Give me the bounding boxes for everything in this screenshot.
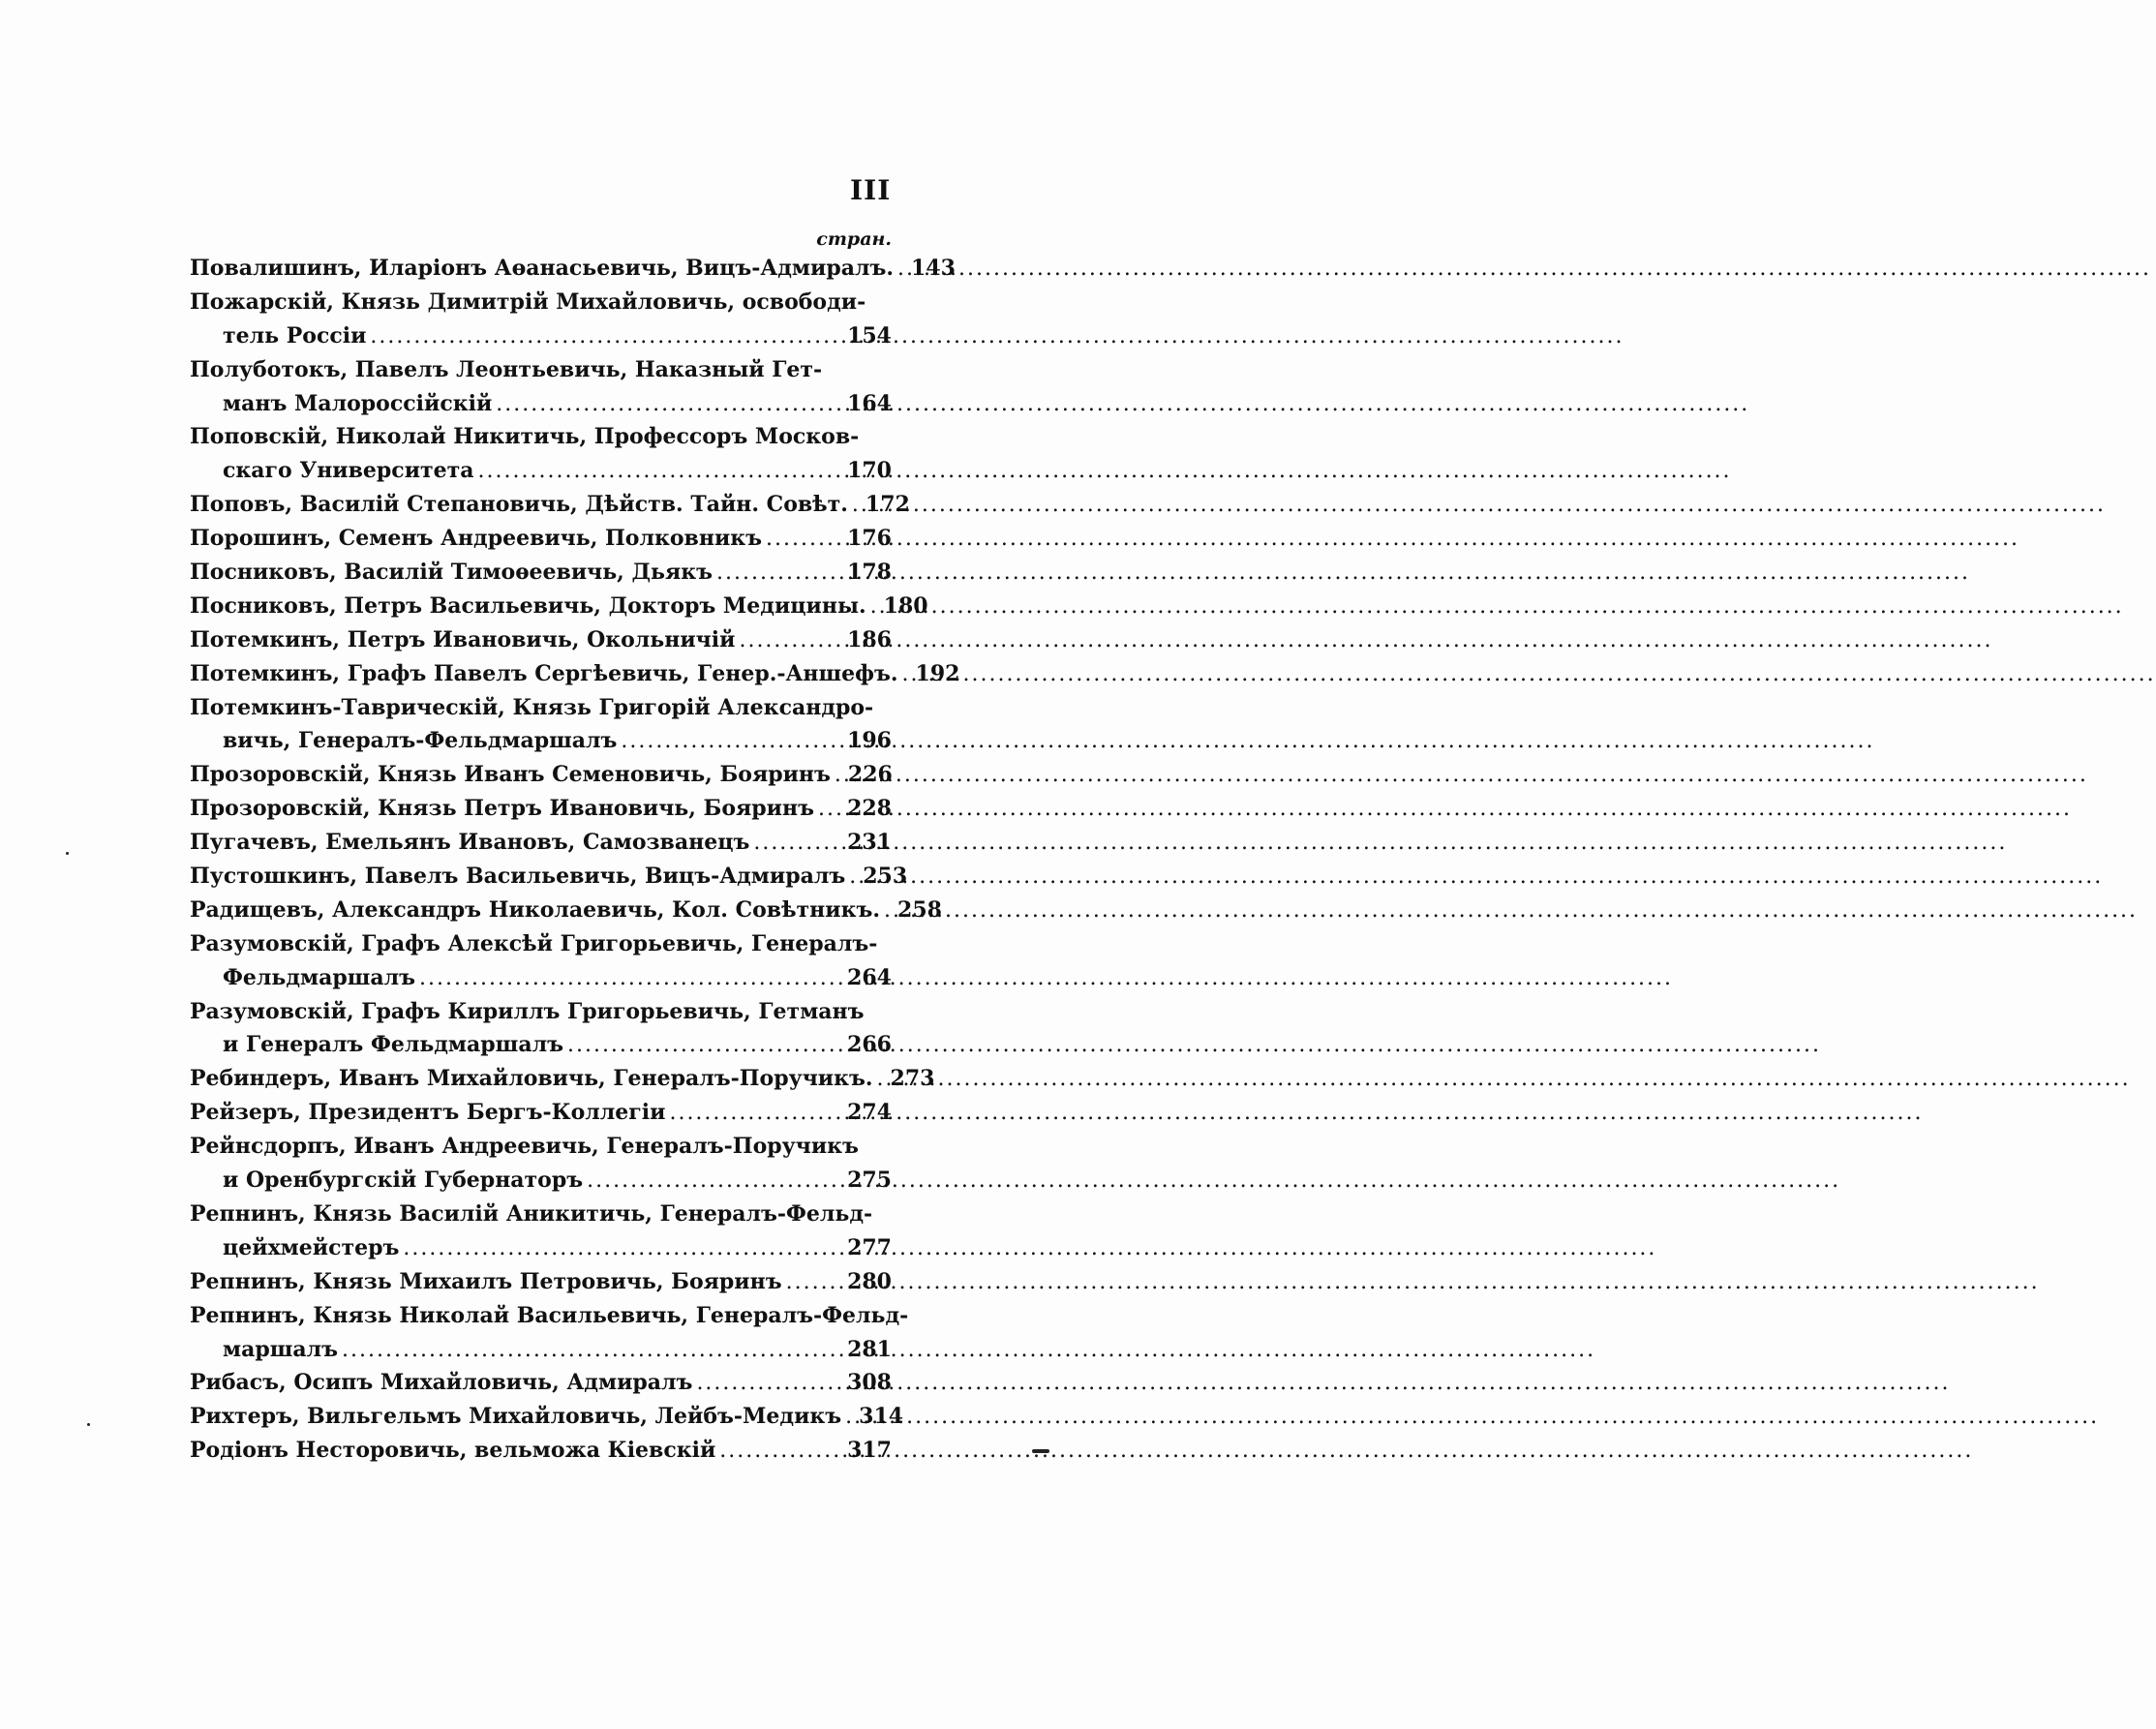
toc-entry-text: Репнинъ, Князь Михаилъ Петровичь, Бояринъ (190, 1268, 782, 1294)
toc-page-number: 164 (847, 390, 892, 416)
toc-page-number: 281 (847, 1336, 892, 1362)
toc-entry-continuation (190, 961, 892, 995)
dot-leader (567, 1029, 843, 1063)
toc-entry (190, 826, 892, 860)
dot-leader (370, 320, 843, 354)
toc-page-number: 176 (847, 526, 892, 552)
page-column-header: стран. (816, 228, 892, 250)
toc-page-number: 266 (847, 1032, 892, 1058)
toc-entry-text: Порошинъ, Семенъ Андреевичь, Полковникъ (190, 526, 763, 552)
print-speck (1032, 1449, 1049, 1453)
toc-entry (190, 758, 892, 792)
toc-entry-text: Ребиндеръ, Иванъ Михайловичь, Генералъ-Поручикъ. (190, 1066, 873, 1092)
toc-page-number: 196 (847, 728, 892, 754)
toc-entry-text: Повалишинъ, Иларіонъ Аөанасьевичь, Вицъ-Адмиралъ. (190, 256, 895, 281)
dot-leader (902, 658, 912, 692)
toc-page-number: 231 (847, 830, 892, 856)
toc-entry-text: Поповъ, Василій Степановичь, Дѣйств. Тайн. Совѣт. (190, 492, 848, 518)
toc-entry (190, 860, 908, 894)
toc-entry-text: Полуботокъ, Павелъ Леонтьевичь, Наказный Гет- (190, 356, 823, 382)
table-of-contents (190, 252, 960, 1468)
dot-leader (897, 253, 907, 287)
toc-page-number: 317 (847, 1438, 892, 1464)
toc-entry (190, 1265, 892, 1299)
toc-entry (190, 286, 892, 319)
toc-entry-text: Прозоровскій, Князь Петръ Ивановичь, Бояринъ (190, 796, 814, 822)
toc-page-number: 180 (883, 592, 928, 619)
toc-page-number: 308 (847, 1370, 892, 1396)
dot-leader (877, 1063, 887, 1097)
toc-entry-continuation (190, 387, 892, 421)
toc-page-number: 253 (863, 864, 908, 890)
toc-entry (190, 894, 942, 927)
dot-leader (669, 1097, 843, 1131)
toc-entry-text: Радищевъ, Александръ Николаевичь, Кол. Совѣтникъ. (190, 896, 881, 923)
toc-entry (190, 792, 892, 826)
toc-entry-text: и Оренбургскій Губернаторъ (223, 1168, 584, 1194)
dot-leader (621, 725, 843, 759)
toc-page-number: 280 (847, 1268, 892, 1294)
toc-entry (190, 1130, 892, 1164)
dot-leader (478, 455, 844, 489)
toc-entry-text: Репнинъ, Князь Николай Васильевичь, Генералъ-Фельд- (190, 1302, 909, 1328)
toc-entry-text: Потемкинъ, Графъ Павелъ Сергѣевичь, Генер.-Аншефъ. (190, 660, 898, 686)
toc-entry-text: Разумовскій, Графъ Кириллъ Григорьевичь, Гетманъ (190, 998, 865, 1024)
toc-entry (190, 590, 928, 623)
toc-entry-text: манъ Малороссійскій (223, 390, 493, 416)
toc-entry-continuation (190, 1028, 892, 1062)
toc-entry (190, 995, 892, 1029)
dot-leader (884, 895, 894, 928)
toc-entry-continuation (190, 1333, 892, 1367)
dot-leader (786, 1266, 843, 1300)
dot-leader (587, 1165, 843, 1198)
toc-entry-text: Посниковъ, Петръ Васильевичь, Докторъ Медицины. (190, 592, 866, 619)
toc-entry-text: цейхмейстеръ (223, 1234, 400, 1260)
dot-leader (818, 793, 843, 827)
toc-entry-text: Прозоровскій, Князь Иванъ Семеновичь, Бояринъ (190, 762, 831, 788)
toc-entry (190, 927, 892, 961)
toc-page-number: 170 (847, 458, 892, 484)
toc-entry-continuation (190, 1231, 892, 1265)
toc-entry-text: тель Россіи (223, 322, 367, 349)
toc-entry-text: скаго Университета (223, 458, 474, 484)
toc-entry (190, 353, 892, 387)
toc-entry-text: Рейзеръ, Президентъ Бергъ-Коллегіи (190, 1100, 666, 1126)
toc-entry-text: маршалъ (223, 1336, 339, 1362)
toc-page-number: 273 (890, 1066, 935, 1092)
toc-entry-text: Пустошкинъ, Павелъ Васильевичь, Вицъ-Адмиралъ (190, 864, 846, 890)
toc-page-number: 228 (847, 796, 892, 822)
dot-leader (716, 557, 843, 591)
toc-page-number: 314 (859, 1404, 904, 1430)
toc-entry (190, 691, 892, 725)
toc-page-number: 143 (911, 256, 956, 281)
toc-entry-text: Пугачевъ, Емельянъ Ивановъ, Самозванецъ (190, 830, 750, 856)
dot-leader (849, 861, 859, 895)
toc-page-number: 154 (847, 322, 892, 349)
dot-leader (845, 1401, 855, 1435)
toc-page-number: 277 (847, 1234, 892, 1260)
dot-leader (835, 759, 844, 793)
toc-entry-text: Разумовскій, Графъ Алексѣй Григорьевичь, Генералъ- (190, 930, 878, 956)
toc-entry-text: Фельдмаршалъ (223, 964, 416, 990)
toc-entry-text: и Генералъ Фельдмаршалъ (223, 1032, 563, 1058)
dot-leader (766, 523, 843, 557)
toc-entry-continuation (190, 1164, 892, 1198)
toc-entry (190, 1400, 904, 1434)
toc-entry-continuation (190, 319, 892, 353)
toc-entry (190, 1062, 935, 1096)
toc-page-number: 172 (865, 492, 910, 518)
dot-leader (719, 1435, 843, 1469)
dot-leader (419, 962, 843, 996)
toc-page-number: 186 (847, 626, 892, 652)
dot-leader (403, 1232, 843, 1266)
toc-entry (190, 420, 892, 454)
toc-page-number: 274 (847, 1100, 892, 1126)
toc-entry-text: Потемкинъ, Петръ Ивановичь, Окольничій (190, 626, 736, 652)
toc-page-number: 226 (847, 762, 893, 788)
toc-entry-continuation (190, 454, 892, 488)
toc-entry (190, 252, 956, 286)
toc-entry-text: Рейнсдорпъ, Иванъ Андреевичь, Генералъ-Поручикъ (190, 1134, 859, 1160)
toc-entry (190, 1299, 909, 1333)
dot-leader (753, 827, 843, 861)
toc-entry (190, 623, 892, 657)
toc-entry-text: Рихтеръ, Вильгельмъ Михайловичь, Лейбъ-Медикъ (190, 1404, 842, 1430)
toc-entry-text: вичь, Генералъ-Фельдмаршалъ (223, 728, 618, 754)
toc-page-number: 275 (847, 1168, 892, 1194)
toc-entry-text: Посниковъ, Василій Тимоѳеевичь, Дьякъ (190, 560, 713, 586)
toc-entry-text: Рибасъ, Осипъ Михайловичь, Адмиралъ (190, 1370, 693, 1396)
dot-leader (852, 489, 862, 523)
toc-page-number: 264 (847, 964, 892, 990)
toc-entry-text: Родіонъ Несторовичь, вельможа Кіевскій (190, 1438, 716, 1464)
toc-entry (190, 1198, 892, 1231)
toc-entry (190, 522, 892, 556)
toc-entry (190, 1366, 892, 1400)
toc-entry (190, 657, 960, 691)
toc-entry-text: Репнинъ, Князь Василій Аникитичь, Генералъ-Фельд- (190, 1200, 873, 1227)
toc-entry (190, 1434, 892, 1468)
toc-page-number: 178 (847, 560, 892, 586)
toc-entry (190, 1096, 892, 1130)
toc-entry (190, 556, 892, 590)
print-speck (66, 852, 69, 855)
toc-page-number: 192 (915, 660, 960, 686)
toc-entry (190, 488, 910, 522)
dot-leader (496, 388, 843, 422)
toc-entry-continuation (190, 724, 892, 758)
page-number: III (850, 174, 892, 206)
print-speck (87, 1423, 90, 1426)
toc-entry-text: Поповскій, Николай Никитичь, Профессоръ Москов- (190, 424, 860, 450)
dot-leader (739, 624, 843, 658)
toc-entry-text: Пожарскій, Князь Димитрій Михайловичь, освободи- (190, 288, 866, 315)
dot-leader (696, 1367, 843, 1401)
dot-leader (870, 591, 880, 624)
dot-leader (342, 1334, 843, 1368)
toc-page-number: 258 (897, 896, 942, 923)
toc-entry-text: Потемкинъ-Таврическій, Князь Григорій Александро- (190, 694, 874, 720)
